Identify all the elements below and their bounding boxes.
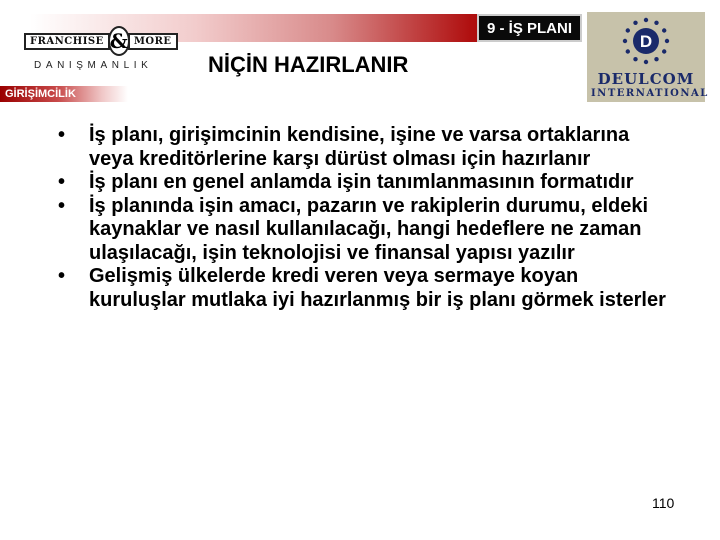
bullet-item <box>58 124 678 171</box>
chapter-label-text: 9 - İŞ PLANI <box>486 19 572 37</box>
logo-wordmark <box>24 26 172 56</box>
bullet-item <box>58 171 678 195</box>
bullet-item <box>58 195 678 266</box>
logo-ampersand: & <box>108 26 130 56</box>
franchise-more-logo <box>24 26 172 82</box>
star-ring-icon <box>621 16 671 66</box>
section-label-text: GİRİŞİMCİLİK <box>5 88 76 100</box>
logo-line2: INTERNATIONAL <box>591 88 709 99</box>
slide-title: NİÇİN HAZIRLANIR <box>208 52 409 77</box>
logo-line1: DEULCOM <box>597 70 695 88</box>
bullet-text: İş planında işin amacı, pazarın ve rakiplerin durumu, eldeki kaynaklar ve nasıl kullanılacağı, hangi hedeflere ne zaman ulaşılacağı, işin teknolojisi ve finansal yapısı yazılır <box>89 194 649 264</box>
logo-word-right: MORE <box>128 33 178 50</box>
bullet-dot: • <box>58 194 66 217</box>
bullet-list <box>58 124 678 312</box>
bullet-dot: • <box>58 124 66 146</box>
bullet-text: Gelişmiş ülkelerde kredi veren veya sermaye koyan kuruluşlar mutlaka iyi hazırlanmış bir iş planı görmek isterler <box>89 265 666 311</box>
logo-letter: D <box>639 32 653 51</box>
bullet-item <box>58 265 678 312</box>
bullet-dot: • <box>58 265 66 287</box>
bullet-text: İş planı, girişimcinin kendisine, işine ve varsa ortaklarına veya kreditörlerine karşı dürüst olması için hazırlanır <box>89 124 630 170</box>
page-number: 110 <box>652 495 675 511</box>
section-label <box>0 86 128 102</box>
logo-subtitle: DANIŞMANLIK <box>34 60 153 71</box>
bullet-dot: • <box>58 171 66 193</box>
chapter-label <box>477 14 582 42</box>
logo-word-left: FRANCHISE <box>24 33 110 50</box>
deulcom-logo <box>587 12 709 102</box>
bullet-text: İş planı en genel anlamda işin tanımlanmasının formatıdır <box>89 171 634 193</box>
